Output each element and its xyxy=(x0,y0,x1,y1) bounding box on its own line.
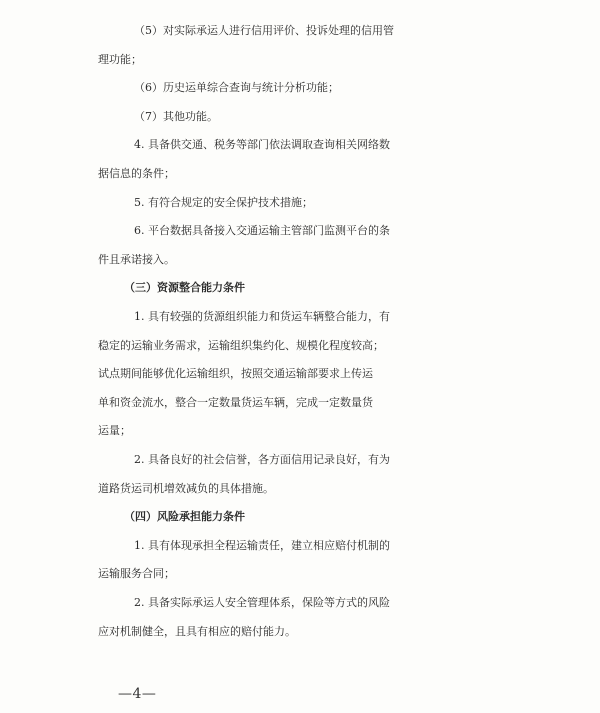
text-line: 理功能； xyxy=(98,52,142,66)
text-line: 4. 具备供交通、税务等部门依法调取查询相关网络数 xyxy=(134,138,390,152)
text-line: 2. 具备实际承运人安全管理体系，保险等方式的风险 xyxy=(134,596,390,609)
text-line: 5. 有符合规定的安全保护技术措施； xyxy=(134,195,313,209)
text-line: 件且承诺接入。 xyxy=(98,252,175,266)
text-line: 稳定的运输业务需求，运输组织集约化、规模化程度较高； xyxy=(98,338,384,352)
text-line: 运输服务合同； xyxy=(98,567,175,581)
text-line: 应对机制健全，且具有相应的赔付能力。 xyxy=(98,624,296,638)
text-line: 单和资金流水，整合一定数量货运车辆，完成一定数量货 xyxy=(98,395,373,409)
text-line: 运量； xyxy=(98,424,131,438)
text-line: 6. 平台数据具备接入交通运输主管部门监测平台的条 xyxy=(134,224,390,238)
text-line: 1. 具有体现承担全程运输责任，建立相应赔付机制的 xyxy=(134,538,390,552)
text-line: 据信息的条件； xyxy=(98,167,175,180)
text-line: 道路货运司机增效减负的具体措施。 xyxy=(98,481,274,495)
text-line: 2. 具备良好的社会信誉，各方面信用记录良好，有为 xyxy=(134,453,390,466)
text-line: （7）其他功能。 xyxy=(134,109,218,123)
text-line: 试点期间能够优化运输组织，按照交通运输部要求上传运 xyxy=(98,367,373,381)
text-line: （5）对实际承运人进行信用评价、投诉处理的信用管 xyxy=(134,24,394,37)
section-heading: （四）风险承担能力条件 xyxy=(124,510,245,524)
section-heading: （三）资源整合能力条件 xyxy=(124,281,245,295)
text-line: （6）历史运单综合查询与统计分析功能； xyxy=(134,81,339,95)
text-line: 1. 具有较强的货源组织能力和货运车辆整合能力，有 xyxy=(134,310,390,323)
page-number: —4— xyxy=(118,686,157,702)
